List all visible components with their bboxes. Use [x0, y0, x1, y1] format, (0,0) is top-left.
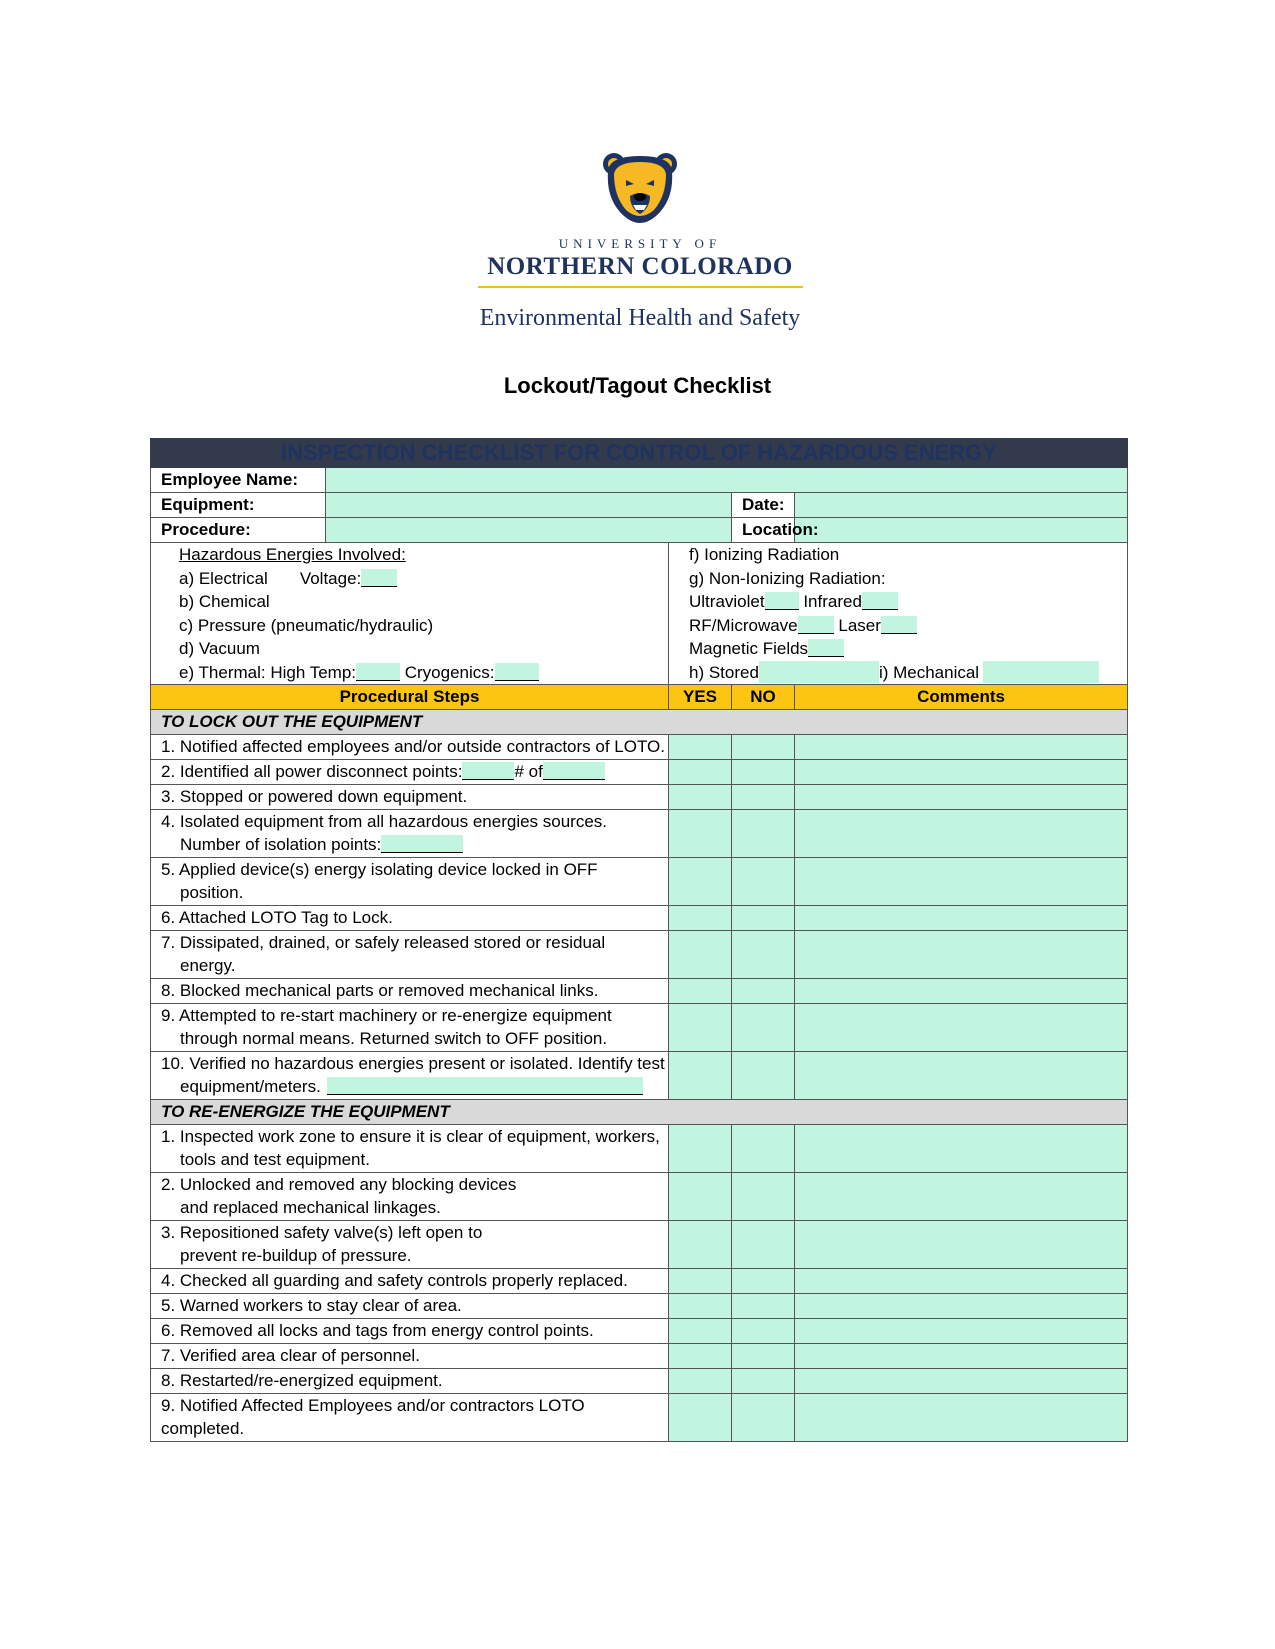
step-text-continued [161, 1075, 668, 1098]
energy-thermal [151, 661, 668, 685]
energy-stored-mechanical [669, 661, 1127, 685]
energy-uv-ir [669, 590, 1127, 614]
cryogenics-field[interactable] [495, 663, 539, 681]
reenergize-step-2 [151, 1173, 669, 1221]
reenergize-step-7-comments-cell[interactable] [795, 1344, 1128, 1369]
energy-vacuum: d) Vacuum [179, 639, 260, 658]
procedure-row [151, 518, 1128, 543]
reenergize-step-6 [151, 1319, 669, 1344]
lockout-step-4 [151, 810, 669, 858]
reenergize-section-row [151, 1100, 1128, 1125]
step-text: 7. Verified area clear of personnel. [161, 1346, 420, 1365]
reenergize-step-5-no-cell[interactable] [732, 1294, 795, 1319]
table-row [151, 1221, 1128, 1269]
reenergize-step-6-yes-cell[interactable] [669, 1319, 732, 1344]
step-text-continued [161, 1027, 668, 1050]
employee-name-field[interactable] [326, 468, 1128, 493]
lockout-step-1-yes-cell[interactable] [669, 735, 732, 760]
step-text: 2. Unlocked and removed any blocking devices [161, 1175, 517, 1194]
step-text-continued [161, 1417, 668, 1440]
isolation-points-field[interactable] [381, 835, 463, 853]
table-row [151, 1004, 1128, 1052]
reenergize-step-9 [151, 1394, 669, 1442]
reenergize-step-9-yes-cell[interactable] [669, 1394, 732, 1442]
lockout-step-1 [151, 735, 669, 760]
lockout-step-8-yes-cell[interactable] [669, 979, 732, 1004]
reenergize-step-1-comments-cell[interactable] [795, 1125, 1128, 1173]
lockout-step-9-yes-cell[interactable] [669, 1004, 732, 1052]
step-text-line2: position. [180, 883, 244, 902]
lockout-step-1-comments-cell[interactable] [795, 735, 1128, 760]
reenergize-step-1-yes-cell[interactable] [669, 1125, 732, 1173]
energy-chemical: b) Chemical [179, 592, 270, 611]
lockout-section-row [151, 710, 1128, 735]
step-text: 1. Inspected work zone to ensure it is clear of equipment, workers, [161, 1127, 660, 1146]
col-header-no: NO [732, 685, 795, 710]
col-header-comments: Comments [795, 685, 1128, 710]
university-logo [440, 150, 840, 340]
lockout-step-4-comments-cell[interactable] [795, 810, 1128, 858]
lockout-step-8 [151, 979, 669, 1004]
reenergize-step-7 [151, 1344, 669, 1369]
reenergize-steps [151, 1125, 1128, 1442]
table-row [151, 1319, 1128, 1344]
reenergize-step-1-no-cell[interactable] [732, 1125, 795, 1173]
lockout-step-2-comments-cell[interactable] [795, 760, 1128, 785]
energy-electrical [151, 567, 668, 591]
voltage-label: Voltage: [299, 568, 362, 588]
step-text-continued [161, 833, 668, 856]
ultraviolet-label: Ultraviolet [689, 592, 765, 611]
lockout-step-3 [151, 785, 669, 810]
step-text: 8. Restarted/re-energized equipment. [161, 1371, 443, 1390]
table-row [151, 760, 1128, 785]
document-title: Lockout/Tagout Checklist [503, 373, 772, 398]
cryogenics-label: Cryogenics: [404, 662, 495, 682]
lockout-step-10-comments-cell[interactable] [795, 1052, 1128, 1100]
col-header-yes: YES [669, 685, 732, 710]
lockout-step-8-comments-cell[interactable] [795, 979, 1128, 1004]
loto-checklist-table [150, 438, 1128, 1442]
lockout-step-3-no-cell[interactable] [732, 785, 795, 810]
step-text-line2: completed. [161, 1419, 245, 1438]
equipment-row [151, 493, 1128, 518]
table-row [151, 1344, 1128, 1369]
reenergize-step-4-no-cell[interactable] [732, 1269, 795, 1294]
step-text-continued [161, 954, 668, 977]
table-row [151, 906, 1128, 931]
step-text: 5. Warned workers to stay clear of area. [161, 1296, 462, 1315]
lockout-step-10 [151, 1052, 669, 1100]
checklist-banner-row [151, 439, 1128, 468]
lockout-step-7 [151, 931, 669, 979]
employee-row [151, 468, 1128, 493]
energy-non-ionizing: g) Non-Ionizing Radiation: [689, 568, 886, 588]
energy-ionizing: f) Ionizing Radiation [689, 545, 840, 564]
table-row [151, 931, 1128, 979]
lockout-step-7-yes-cell[interactable] [669, 931, 732, 979]
lockout-step-4-yes-cell[interactable] [669, 810, 732, 858]
procedure-label: Procedure: [151, 518, 326, 543]
step-text-continued [161, 881, 668, 904]
procedure-field[interactable] [326, 518, 732, 543]
lockout-step-5-yes-cell[interactable] [669, 858, 732, 906]
lockout-step-8-no-cell[interactable] [732, 979, 795, 1004]
energy-magnetic [669, 637, 1127, 661]
stored-field[interactable] [759, 661, 879, 683]
column-header-row [151, 685, 1128, 710]
reenergize-step-4-yes-cell[interactable] [669, 1269, 732, 1294]
energy-electrical-label: a) Electrical [179, 568, 268, 588]
reenergize-step-9-comments-cell[interactable] [795, 1394, 1128, 1442]
lockout-step-4-no-cell[interactable] [732, 810, 795, 858]
reenergize-step-3 [151, 1221, 669, 1269]
logo-university-of: UNIVERSITY OF [558, 236, 722, 251]
reenergize-step-4 [151, 1269, 669, 1294]
step-text: 1. Notified affected employees and/or outside contractors of LOTO. [161, 737, 665, 756]
lockout-step-10-yes-cell[interactable] [669, 1052, 732, 1100]
lockout-step-6 [151, 906, 669, 931]
lockout-step-3-yes-cell[interactable] [669, 785, 732, 810]
lockout-step-5 [151, 858, 669, 906]
table-row [151, 1394, 1128, 1442]
mechanical-field[interactable] [983, 661, 1099, 683]
step-text-line2: and replaced mechanical linkages. [180, 1198, 441, 1217]
reenergize-step-6-no-cell[interactable] [732, 1319, 795, 1344]
energies-row [151, 543, 1128, 685]
logo-divider [478, 286, 803, 288]
reenergize-step-8-comments-cell[interactable] [795, 1369, 1128, 1394]
step-text: 7. Dissipated, drained, or safely released stored or residual [161, 933, 606, 952]
reenergize-step-3-comments-cell[interactable] [795, 1221, 1128, 1269]
lockout-step-5-no-cell[interactable] [732, 858, 795, 906]
step-text: 3. Repositioned safety valve(s) left open to [161, 1223, 483, 1242]
table-row [151, 785, 1128, 810]
lockout-step-3-comments-cell[interactable] [795, 785, 1128, 810]
step-text: 9. Notified Affected Employees and/or contractors LOTO [161, 1396, 585, 1415]
lockout-step-6-comments-cell[interactable] [795, 906, 1128, 931]
ultraviolet-field[interactable] [765, 592, 799, 610]
bear-mascot-icon [600, 150, 680, 230]
step-text-continued [161, 1148, 668, 1171]
step-text-line2: prevent re-buildup of pressure. [180, 1246, 412, 1265]
rf-microwave-field[interactable] [798, 616, 834, 634]
reenergize-section-title: TO RE-ENERGIZE THE EQUIPMENT [151, 1100, 1128, 1125]
reenergize-step-5 [151, 1294, 669, 1319]
lockout-step-9-comments-cell[interactable] [795, 1004, 1128, 1052]
rf-microwave-label: RF/Microwave [689, 615, 798, 635]
lockout-step-2 [151, 760, 669, 785]
table-row [151, 735, 1128, 760]
step-text-line2: energy. [180, 956, 236, 975]
table-row [151, 1173, 1128, 1221]
step-text: 6. Removed all locks and tags from energy control points. [161, 1321, 594, 1340]
test-equipment-field[interactable] [327, 1077, 643, 1095]
lockout-step-10-no-cell[interactable] [732, 1052, 795, 1100]
table-row [151, 979, 1128, 1004]
step-text: 3. Stopped or powered down equipment. [161, 787, 468, 806]
infrared-field[interactable] [862, 592, 898, 610]
equipment-field[interactable] [326, 493, 732, 518]
step-text: 4. Isolated equipment from all hazardous energies sources. [161, 812, 608, 831]
step-text-continued [161, 1244, 668, 1267]
step-text-line2: tools and test equipment. [180, 1150, 370, 1169]
logo-university-name: NORTHERN COLORADO [487, 253, 793, 280]
lockout-steps [151, 735, 1128, 1100]
laser-field[interactable] [881, 616, 917, 634]
magnetic-fields-label: Magnetic Fields [689, 639, 809, 658]
reenergize-step-3-yes-cell[interactable] [669, 1221, 732, 1269]
table-row [151, 1269, 1128, 1294]
checklist-banner: INSPECTION CHECKLIST FOR CONTROL OF HAZARDOUS ENERGY [151, 439, 1128, 468]
reenergize-step-1 [151, 1125, 669, 1173]
date-label [732, 493, 795, 518]
energies-right [669, 543, 1128, 685]
high-temp-field[interactable] [356, 663, 400, 681]
table-row [151, 810, 1128, 858]
reenergize-step-8-yes-cell[interactable] [669, 1369, 732, 1394]
reenergize-step-4-comments-cell[interactable] [795, 1269, 1128, 1294]
step-text: 10. Verified no hazardous energies present or isolated. Identify test [161, 1054, 665, 1073]
infrared-label: Infrared [803, 592, 862, 611]
reenergize-step-9-no-cell[interactable] [732, 1394, 795, 1442]
energy-pressure: c) Pressure (pneumatic/hydraulic) [179, 615, 434, 635]
reenergize-step-5-comments-cell[interactable] [795, 1294, 1128, 1319]
lockout-step-9-no-cell[interactable] [732, 1004, 795, 1052]
reenergize-step-7-no-cell[interactable] [732, 1344, 795, 1369]
disconnect-points-field[interactable] [462, 762, 514, 780]
date-field[interactable] [795, 493, 1128, 518]
reenergize-step-5-yes-cell[interactable] [669, 1294, 732, 1319]
reenergize-step-2-comments-cell[interactable] [795, 1173, 1128, 1221]
step-text-line2: equipment/meters. [180, 1077, 321, 1096]
lockout-section-title: TO LOCK OUT THE EQUIPMENT [151, 710, 1128, 735]
step-text-continued [161, 1196, 668, 1219]
table-row [151, 1369, 1128, 1394]
reenergize-step-6-comments-cell[interactable] [795, 1319, 1128, 1344]
lockout-step-9 [151, 1004, 669, 1052]
reenergize-step-8 [151, 1369, 669, 1394]
magnetic-fields-field[interactable] [808, 639, 844, 657]
equipment-label: Equipment: [151, 493, 326, 518]
table-row [151, 858, 1128, 906]
lockout-step-7-no-cell[interactable] [732, 931, 795, 979]
laser-label: Laser [838, 615, 881, 635]
stored-label: h) Stored [689, 662, 759, 682]
lockout-step-1-no-cell[interactable] [732, 735, 795, 760]
step-text: 4. Checked all guarding and safety controls properly replaced. [161, 1271, 628, 1290]
reenergize-step-3-no-cell[interactable] [732, 1221, 795, 1269]
date-label-text: Date: [742, 495, 785, 514]
voltage-field[interactable] [361, 569, 397, 587]
lockout-step-7-comments-cell[interactable] [795, 931, 1128, 979]
energies-left [151, 543, 669, 685]
reenergize-step-2-yes-cell[interactable] [669, 1173, 732, 1221]
step-text-line2: through normal means. Returned switch to OFF position. [180, 1029, 608, 1048]
table-row [151, 1125, 1128, 1173]
step-text: 8. Blocked mechanical parts or removed mechanical links. [161, 981, 599, 1000]
reenergize-step-7-yes-cell[interactable] [669, 1344, 732, 1369]
reenergize-step-2-no-cell[interactable] [732, 1173, 795, 1221]
step-text: 6. Attached LOTO Tag to Lock. [161, 908, 393, 927]
location-label-text: Location: [742, 520, 819, 539]
high-temp-label: e) Thermal: High Temp: [179, 662, 356, 682]
department-name: Environmental Health and Safety [479, 305, 801, 331]
step-text: 5. Applied device(s) energy isolating device locked in OFF [161, 860, 598, 879]
energies-heading: Hazardous Energies Involved: [179, 545, 406, 564]
step-text: 9. Attempted to re-start machinery or re-energize equipment [161, 1006, 612, 1025]
table-row [151, 1294, 1128, 1319]
table-row [151, 1052, 1128, 1100]
location-field[interactable] [795, 518, 1128, 543]
lockout-step-5-comments-cell[interactable] [795, 858, 1128, 906]
location-label [732, 518, 819, 543]
step-suffix: # of [514, 762, 543, 781]
mechanical-label: i) Mechanical [878, 662, 980, 682]
lockout-step-2-no-cell[interactable] [732, 760, 795, 785]
reenergize-step-8-no-cell[interactable] [732, 1369, 795, 1394]
step-text-line2: Number of isolation points: [180, 835, 382, 854]
lockout-step-2-yes-cell[interactable] [669, 760, 732, 785]
lockout-step-6-no-cell[interactable] [732, 906, 795, 931]
disconnect-count-field[interactable] [543, 762, 605, 780]
step-text: 2. Identified all power disconnect points: [161, 762, 463, 781]
lockout-step-6-yes-cell[interactable] [669, 906, 732, 931]
employee-name-label: Employee Name: [151, 468, 326, 493]
energy-rf-laser [669, 614, 1127, 638]
col-header-steps: Procedural Steps [151, 685, 669, 710]
